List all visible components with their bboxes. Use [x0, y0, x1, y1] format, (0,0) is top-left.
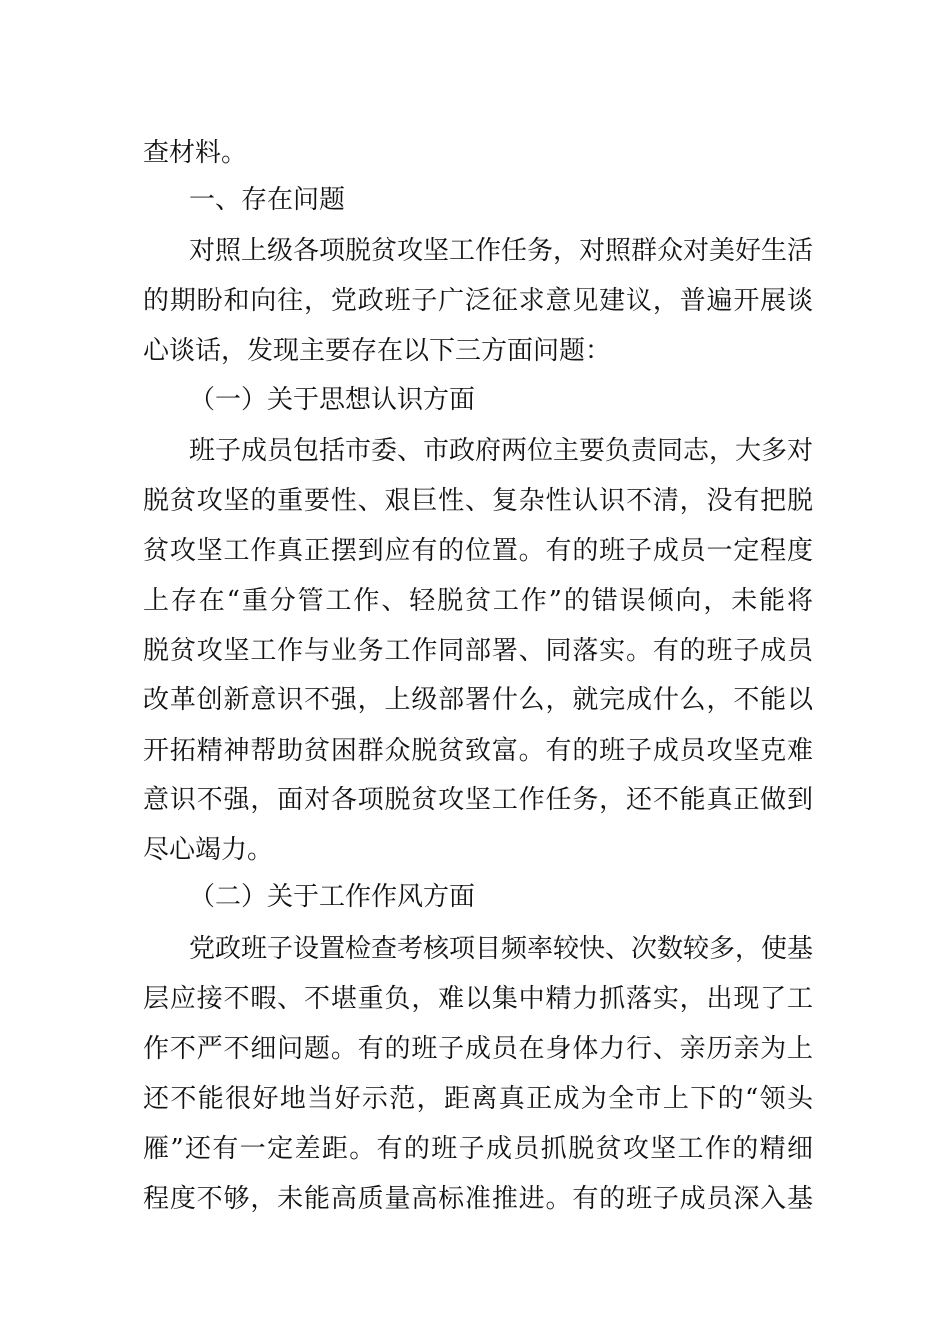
- subsection-heading-thinking: （一）关于思想认识方面: [189, 385, 476, 415]
- paragraph-line: 改革创新意识不强，上级部署什么，就完成什么，不能以: [143, 685, 813, 715]
- paragraph-line: 程度不够，未能高质量高标准推进。有的班子成员深入基: [143, 1184, 813, 1214]
- paragraph-line: 脱贫攻坚的重要性、艰巨性、复杂性认识不清，没有把脱: [143, 486, 813, 516]
- text-line-continuation: 查材料。: [143, 138, 248, 168]
- paragraph-line: 党政班子设置检查考核项目频率较快、次数较多，使基: [189, 934, 814, 964]
- paragraph-line: 的期盼和向往，党政班子广泛征求意见建议，普遍开展谈: [143, 286, 813, 316]
- paragraph-line: 上存在“重分管工作、轻脱贫工作”的错误倾向，未能将: [143, 586, 813, 616]
- paragraph-line: 对照上级各项脱贫攻坚工作任务，对照群众对美好生活: [189, 236, 814, 266]
- paragraph-line: 班子成员包括市委、市政府两位主要负责同志，大多对: [189, 436, 814, 466]
- paragraph-line: 尽心竭力。: [143, 835, 274, 865]
- paragraph-line: 贫攻坚工作真正摆到应有的位置。有的班子成员一定程度: [143, 536, 813, 566]
- subsection-heading-work-style: （二）关于工作作风方面: [189, 882, 476, 912]
- paragraph-line: 心谈话，发现主要存在以下三方面问题：: [143, 336, 612, 366]
- paragraph-line: 雁”还有一定差距。有的班子成员抓脱贫攻坚工作的精细: [143, 1134, 813, 1164]
- paragraph-line: 开拓精神帮助贫困群众脱贫致富。有的班子成员攻坚克难: [143, 736, 813, 766]
- paragraph-line: 作不严不细问题。有的班子成员在身体力行、亲历亲为上: [143, 1034, 813, 1064]
- paragraph-line: 层应接不暇、不堪重负，难以集中精力抓落实，出现了工: [143, 984, 813, 1014]
- paragraph-line: 脱贫攻坚工作与业务工作同部署、同落实。有的班子成员: [143, 636, 813, 666]
- paragraph-line: 意识不强，面对各项脱贫攻坚工作任务，还不能真正做到: [143, 785, 813, 815]
- section-heading-problems: 一、存在问题: [189, 185, 346, 215]
- paragraph-line: 还不能很好地当好示范，距离真正成为全市上下的“领头: [143, 1084, 813, 1114]
